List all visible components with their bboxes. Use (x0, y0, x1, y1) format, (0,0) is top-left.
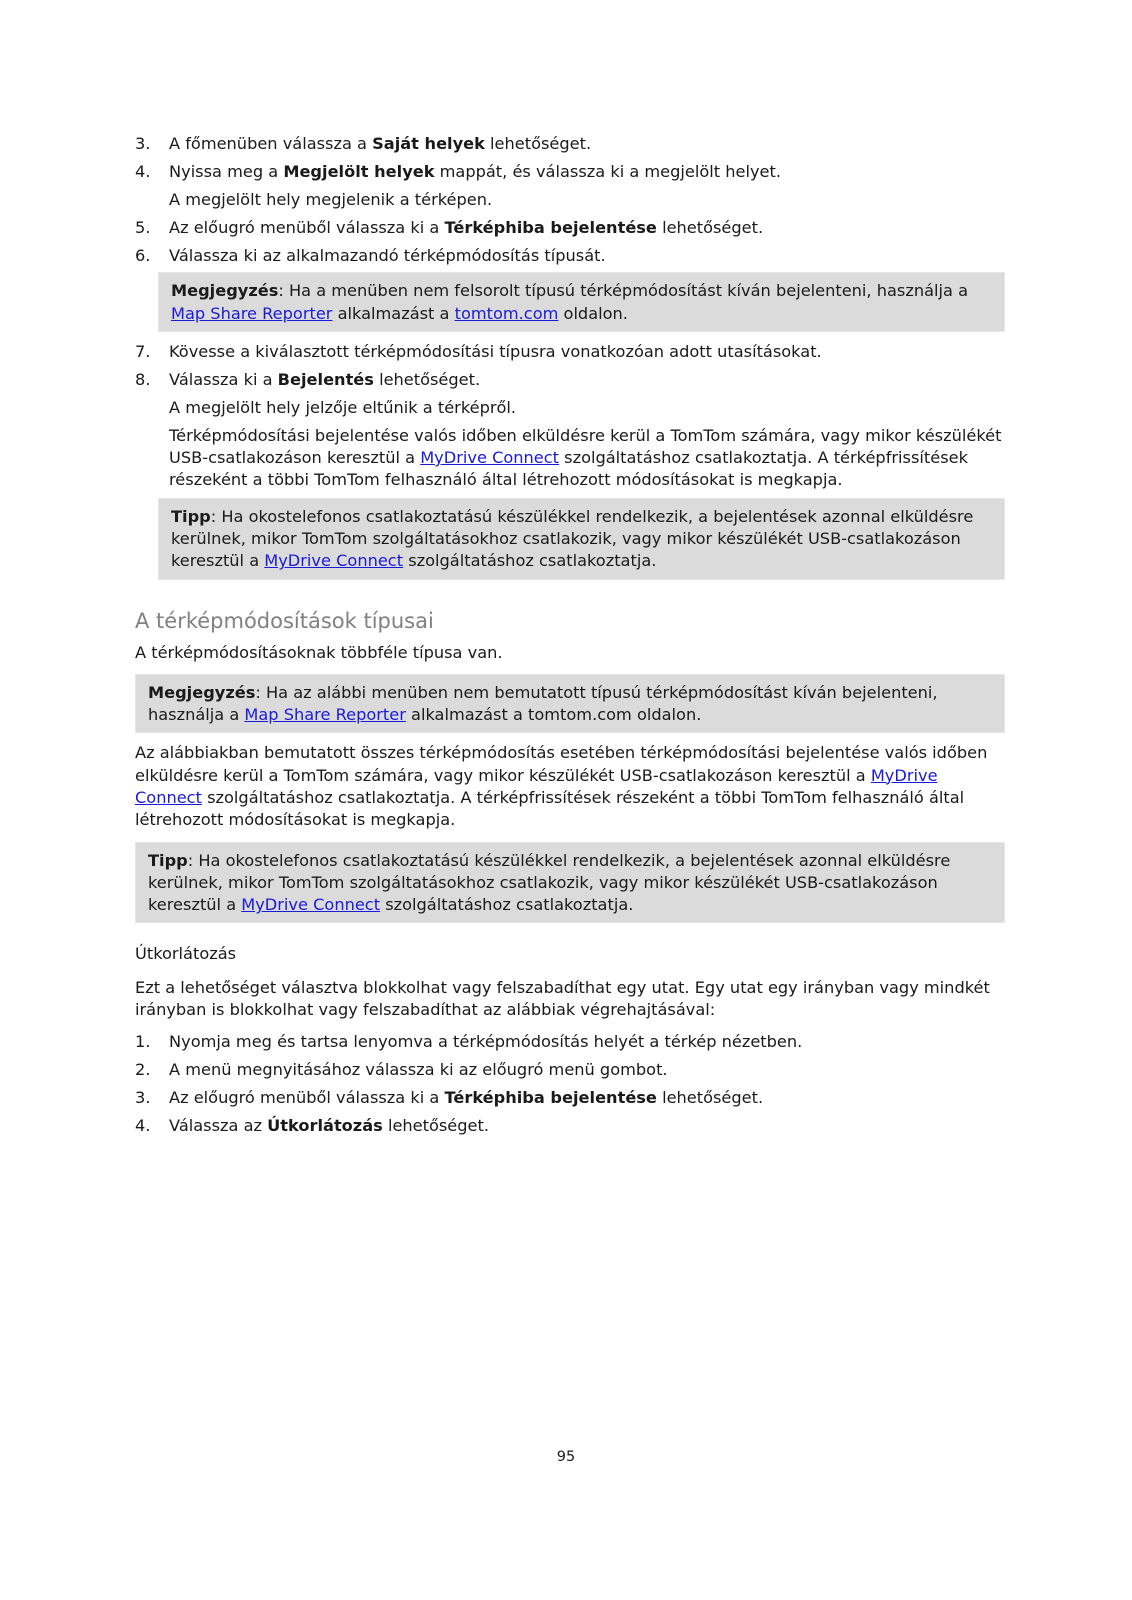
list-number: 3. (135, 134, 151, 153)
list-item: 3. Az előugró menüből válassza ki a Térképhiba bejelentése lehetőséget. (135, 1087, 1005, 1109)
tip-label: Tipp (148, 850, 188, 870)
body-paragraph: Ezt a lehetőséget választva blokkolhat vagy felszabadíthat egy utat. Egy utat egy irányban vagy mindkét irányban is blokkolhat vagy felszabadíthat az alábbiak végrehajtásával: (135, 977, 990, 1020)
bold-term: Bejelentés (277, 369, 374, 389)
list-number: 3. (135, 1088, 151, 1108)
mydrive-connect-link[interactable]: MyDrive Connect (420, 448, 559, 468)
list-number: 2. (135, 1060, 151, 1080)
step-paragraph: Térképmódosítási bejelentése valós időben elküldésre kerül a TomTom számára, vagy mikor készülékét USB-csatlakozáson keresztül a MyDrive Connect szolgáltatáshoz csatlakoztatja. A térképfrissítések részeként a többi TomTom felhasználó által létrehozott módosításokat is megkapja. (169, 425, 1002, 490)
list-number: 4. (135, 161, 151, 181)
section-title: A térképmódosítások típusai (135, 608, 434, 633)
list-item: 3. A főmenüben válassza a Saját helyek lehetőséget. (135, 133, 1005, 155)
note-box: Megjegyzés: Ha a menüben nem felsorolt típusú térképmódosítást kíván bejelenteni, használja a Map Share Reporter alkalmazást a tomtom.com oldalon. (158, 272, 1005, 332)
bold-term: Térképhiba bejelentése (444, 1088, 657, 1108)
map-share-reporter-link[interactable]: Map Share Reporter (244, 705, 406, 725)
list-item: 5. Az előugró menüből válassza ki a Térképhiba bejelentése lehetőséget. (135, 217, 1005, 239)
list-number: 4. (135, 1116, 151, 1136)
bold-term: Térképhiba bejelentése (444, 217, 657, 237)
step-result: A megjelölt hely jelzője eltűnik a térképről. (169, 397, 517, 417)
map-share-reporter-link[interactable]: Map Share Reporter (171, 303, 333, 323)
mydrive-connect-link[interactable]: MyDrive Connect (135, 765, 938, 807)
body-paragraph: Az alábbiakban bemutatott összes térképmódosítás esetében térképmódosítási bejelentése valós időben elküldésre kerül a TomTom számára, vagy mikor készülékét USB-csatlakozáson keresztül a MyDrive Connect szolgáltatáshoz csatlakoztatja. A térképfrissítések részeként a többi TomTom felhasználó által létrehozott módosításokat is megkapja. (135, 743, 988, 830)
list-item: 4. Nyissa meg a Megjelölt helyek mappát, és válassza ki a megjelölt helyet. (135, 161, 1005, 183)
list-item: 4. Válassza az Útkorlátozás lehetőséget. (135, 1115, 1005, 1137)
list-number: 1. (135, 1032, 151, 1052)
list-number: 7. (135, 342, 151, 362)
tip-box: Tipp: Ha okostelefonos csatlakoztatású készülékkel rendelkezik, a bejelentések azonnal elküldésre kerülnek, mikor TomTom szolgáltatásokhoz csatlakozik, vagy mikor készülékét USB-csatlakozáson keresztül a MyDrive Connect szolgáltatáshoz csatlakoztatja. (158, 498, 1005, 580)
tip-label: Tipp (171, 506, 211, 526)
list-item: 8. Válassza ki a Bejelentés lehetőséget. (135, 369, 1005, 391)
mydrive-connect-link[interactable]: MyDrive Connect (264, 551, 404, 571)
section-intro: A térképmódosításoknak többféle típusa van. (135, 642, 503, 662)
page-content (135, 133, 1005, 1143)
list-number: 6. (135, 245, 151, 265)
mydrive-connect-link[interactable]: MyDrive Connect (241, 895, 381, 915)
tip-box: Tipp: Ha okostelefonos csatlakoztatású készülékkel rendelkezik, a bejelentések azonnal elküldésre kerülnek, mikor TomTom szolgáltatásokhoz csatlakozik, vagy mikor készülékét USB-csatlakozáson keresztül a MyDrive Connect szolgáltatáshoz csatlakoztatja. (135, 842, 1005, 924)
list-number: 8. (135, 369, 151, 389)
bold-term: Saját helyek (372, 134, 485, 153)
tomtom-com-link[interactable]: tomtom.com (454, 303, 559, 323)
list-item: 6. Válassza ki az alkalmazandó térképmódosítás típusát. (135, 245, 1005, 267)
step-result: A megjelölt hely megjelenik a térképen. (169, 189, 493, 209)
note-label: Megjegyzés (171, 281, 279, 301)
list-item: 7. Kövesse a kiválasztott térképmódosítási típusra vonatkozóan adott utasításokat. (135, 341, 1005, 363)
list-item: 1. Nyomja meg és tartsa lenyomva a térképmódosítás helyét a térkép nézetben. (135, 1031, 1005, 1053)
bold-term: Megjelölt helyek (283, 161, 435, 181)
note-label: Megjegyzés (148, 682, 256, 702)
subheading: Útkorlátozás (135, 944, 237, 964)
list-number: 5. (135, 217, 151, 237)
bold-term: Útkorlátozás (267, 1116, 383, 1136)
list-item: 2. A menü megnyitásához válassza ki az előugró menü gombot. (135, 1059, 1005, 1081)
note-box: Megjegyzés: Ha az alábbi menüben nem bemutatott típusú térképmódosítást kíván bejelenteni, használja a Map Share Reporter alkalmazást a tomtom.com oldalon. (135, 674, 1005, 734)
page-number: 95 (556, 1449, 576, 1465)
